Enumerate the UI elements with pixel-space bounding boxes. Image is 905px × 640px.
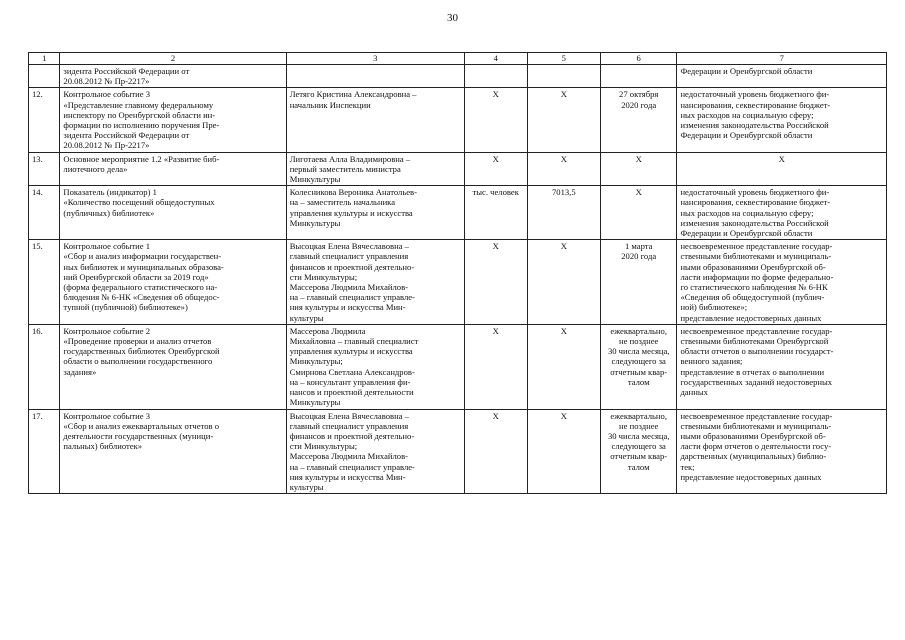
row-number (29, 65, 60, 88)
value-cell: X (527, 409, 600, 494)
row-number: 14. (29, 186, 60, 240)
deadline-cell: X (600, 152, 676, 186)
risks-cell: недостаточный уровень бюджетного фи- нансирования, секвестирование бюджет- ных расходов на социальную сферу; изменения законодательства Российской Федерации и Оренбургской области (677, 186, 887, 240)
deadline-cell: 1 марта 2020 года (600, 240, 676, 325)
unit-cell: тыс. человек (464, 186, 527, 240)
unit-cell: X (464, 409, 527, 494)
table-row (29, 88, 887, 152)
value-cell: X (527, 152, 600, 186)
plan-table (28, 52, 887, 494)
responsible-person: Массерова Людмила Михайловна – главный специалист управления культуры и искусства Минкультуры; Смирнова Светлана Александров- на – консультант управления фи- нансов и проектной деятельности Минкультуры (286, 324, 464, 409)
risks-cell: X (677, 152, 887, 186)
row-number: 13. (29, 152, 60, 186)
column-header: 6 (600, 53, 676, 65)
event-name: Показатель (индикатор) 1 «Количество посещений общедоступных (публичных) библиотек» (60, 186, 286, 240)
page-number: 30 (447, 12, 458, 24)
unit-cell: X (464, 240, 527, 325)
responsible-person: Лиготаева Алла Владимировна – первый заместитель министра Минкультуры (286, 152, 464, 186)
event-name: Контрольное событие 3 «Представление главному федеральному инспектору по Оренбургской области ин- формации по исполнению поручения Пре- зидента Российской Федерации от 20.08.2012 № Пр-2217» (60, 88, 286, 152)
deadline-cell (600, 65, 676, 88)
table-row (29, 240, 887, 325)
value-cell (527, 65, 600, 88)
column-header: 2 (60, 53, 286, 65)
value-cell: 7013,5 (527, 186, 600, 240)
risks-cell: несвоевременное представление государ- ственными библиотеками и муниципаль- ными образованиями Оренбургской об- ласти форм отчетов о деятельности госу- дарственных (муниципальных) библио- тек; представление недостоверных данных (677, 409, 887, 494)
value-cell: X (527, 324, 600, 409)
column-header: 3 (286, 53, 464, 65)
event-name: Основное мероприятие 1.2 «Развитие биб- лиотечного дела» (60, 152, 286, 186)
unit-cell: X (464, 88, 527, 152)
unit-cell: X (464, 324, 527, 409)
table-row (29, 65, 887, 88)
table-row (29, 324, 887, 409)
value-cell: X (527, 240, 600, 325)
risks-cell: Федерации и Оренбургской области (677, 65, 887, 88)
deadline-cell: ежеквартально, не позднее 30 числа месяца, следующего за отчетным квар- талом (600, 409, 676, 494)
responsible-person (286, 65, 464, 88)
row-number: 15. (29, 240, 60, 325)
table-row (29, 409, 887, 494)
unit-cell: X (464, 152, 527, 186)
deadline-cell: ежеквартально, не позднее 30 числа месяца, следующего за отчетным квар- талом (600, 324, 676, 409)
deadline-cell: 27 октября 2020 года (600, 88, 676, 152)
table-header-row (29, 53, 887, 65)
value-cell: X (527, 88, 600, 152)
responsible-person: Летяго Кристина Александровна – начальник Инспекции (286, 88, 464, 152)
row-number: 17. (29, 409, 60, 494)
event-name: Контрольное событие 3 «Сбор и анализ ежеквартальных отчетов о деятельности государственных (муници- пальных) библиотек» (60, 409, 286, 494)
unit-cell (464, 65, 527, 88)
event-name: зидента Российской Федерации от 20.08.2012 № Пр-2217» (60, 65, 286, 88)
column-header: 1 (29, 53, 60, 65)
risks-cell: несвоевременное представление государ- ственными библиотеками Оренбургской области отчетов о выполнении государст- венного задания; представление в отчетах о выполнении государственных заданий недостоверных данных (677, 324, 887, 409)
column-header: 4 (464, 53, 527, 65)
risks-cell: недостаточный уровень бюджетного фи- нансирования, секвестирование бюджет- ных расходов на социальную сферу; изменения законодательства Российской Федерации и Оренбургской области (677, 88, 887, 152)
table-row (29, 152, 887, 186)
deadline-cell: X (600, 186, 676, 240)
risks-cell: несвоевременное представление государ- ственными библиотеками и муниципаль- ными образованиями Оренбургской об- ласти информации по форме федерально- го статистического наблюдения № 6-НК «Сведения об общедоступной (публич- ной) библиотеке»; представление недостоверных данных (677, 240, 887, 325)
event-name: Контрольное событие 1 «Сбор и анализ информации государствен- ных библиотек и муниципальных образова- ний Оренбургской области за 2019 год» (форма федерального статистического на- блюдения № 6-НК «Сведения об общедос- тупной (публичной) библиотеке») (60, 240, 286, 325)
table-row (29, 186, 887, 240)
column-header: 5 (527, 53, 600, 65)
responsible-person: Высоцкая Елена Вячеславовна – главный специалист управления финансов и проектной деятельно- сти Минкультуры; Массерова Людмила Михайлов- на – главный специалист управле- ния культуры и искусства Мин- культуры (286, 409, 464, 494)
column-header: 7 (677, 53, 887, 65)
row-number: 16. (29, 324, 60, 409)
responsible-person: Колесникова Вероника Анатольев- на – заместитель начальника управления культуры и искусства Минкультуры (286, 186, 464, 240)
row-number: 12. (29, 88, 60, 152)
event-name: Контрольное событие 2 «Проведение проверки и анализ отчетов государственных библиотек Оренбургской области о выполнении государственного задания» (60, 324, 286, 409)
responsible-person: Высоцкая Елена Вячеславовна – главный специалист управления финансов и проектной деятельно- сти Минкультуры; Массерова Людмила Михайлов- на – главный специалист управле- ния культуры и искусства Мин- культуры (286, 240, 464, 325)
